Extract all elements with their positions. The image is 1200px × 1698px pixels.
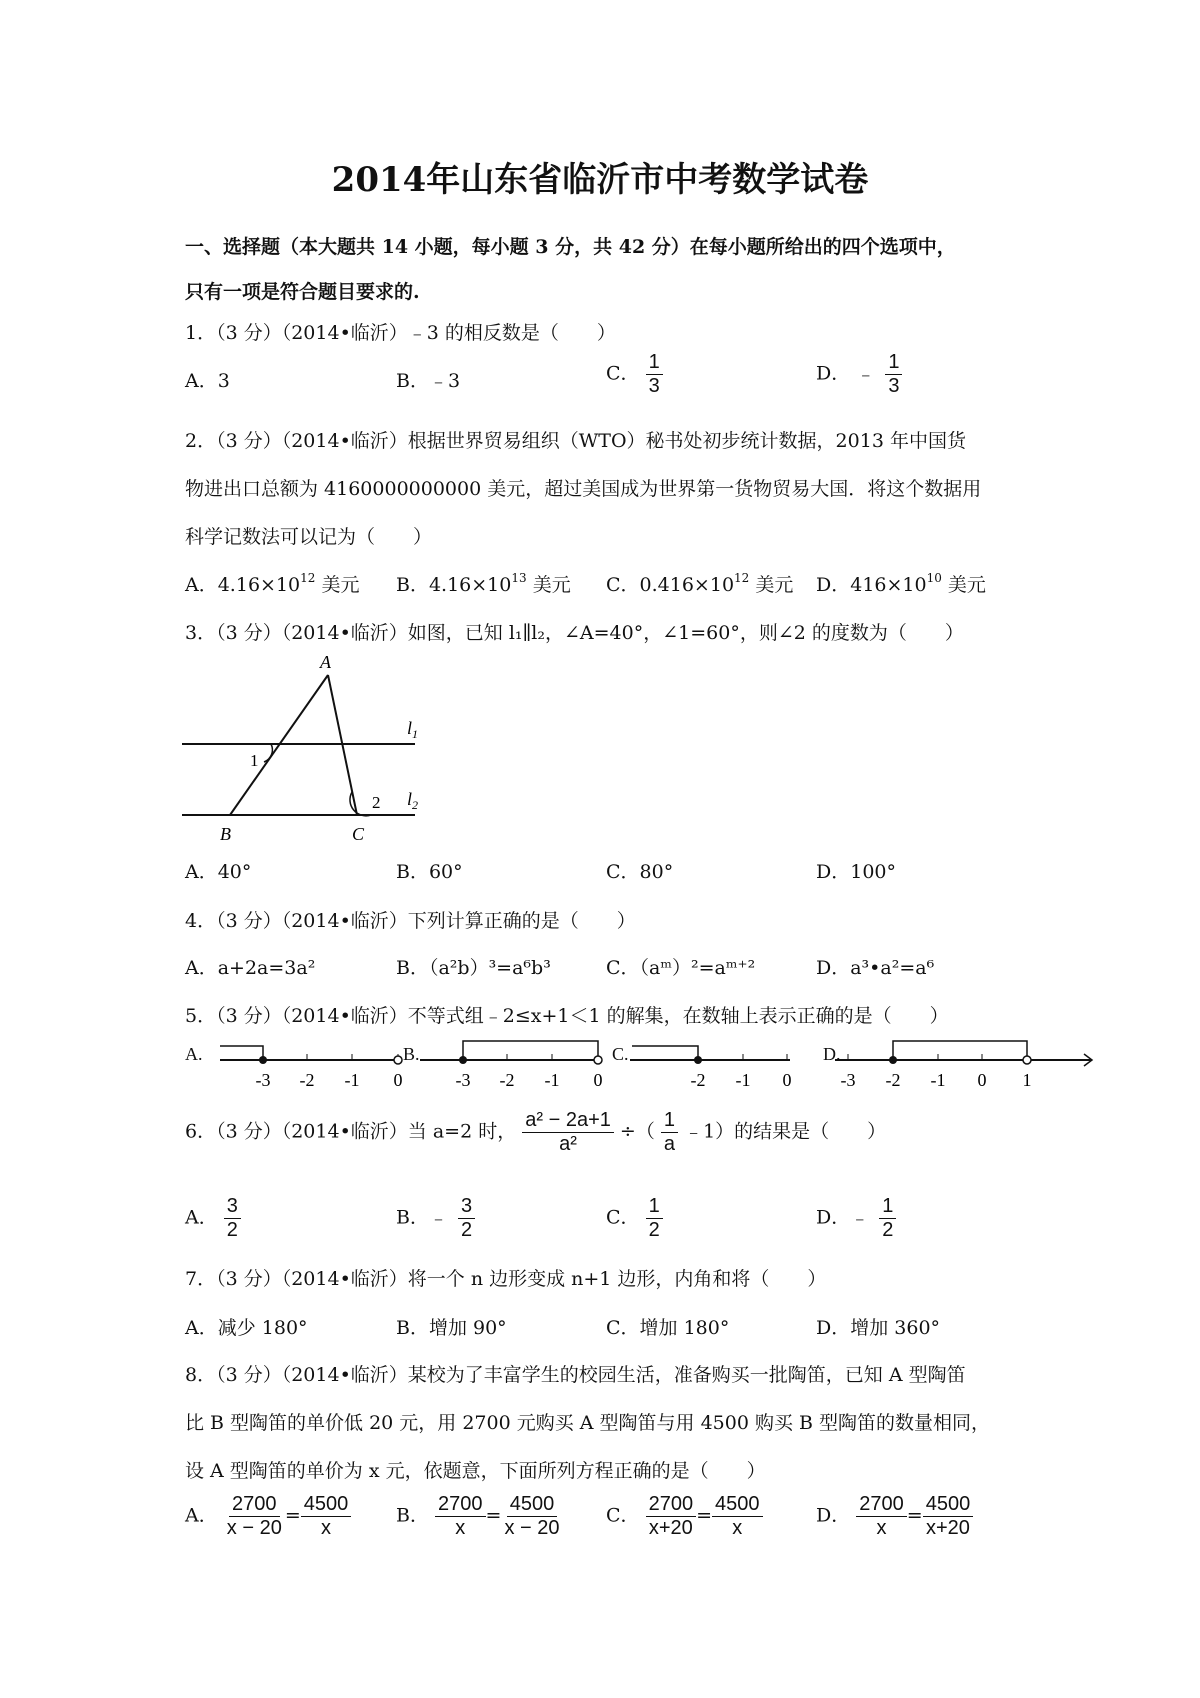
svg-text:-2: -2 (499, 1070, 515, 1090)
q2-option-d: D．$416\times 10^{10}$ 美元 (816, 571, 986, 596)
svg-text:-3: -3 (455, 1070, 471, 1090)
q6-option-a: A． $\frac{3}{2}$ (185, 1196, 241, 1241)
q8-stem-line2: 比 B 型陶笛的单价低 20 元，用 2700 元购买 A 型陶笛与用 4500 购买 B 型陶笛的数量相同， (185, 1412, 991, 1434)
svg-text:-1: -1 (544, 1070, 560, 1090)
vertex-c-label: C (352, 824, 365, 844)
q5-stem: 5．（3 分）（2014•临沂）不等式组﹣2≤x+1＜1 的解集，在数轴上表示正确的是（ ） (185, 1005, 949, 1027)
q1-option-c-label: C． (606, 362, 640, 385)
q5-axis-d (835, 1041, 1092, 1090)
q3-option-a: A．40° (185, 861, 252, 883)
q8-stem-line3: 设 A 型陶笛的单价为 x 元，依题意，下面所列方程正确的是（ ） (185, 1460, 766, 1482)
q7-option-a: A．减少 180° (185, 1317, 308, 1339)
q5-label-a: A. (185, 1044, 203, 1064)
section-header-line2: 只有一项是符合题目要求的. (185, 281, 420, 303)
l1-label: $l_1$ (407, 718, 419, 741)
q6-divide-text: ÷（ (619, 1120, 655, 1143)
q6-stem-tail: ﹣1）的结果是（ ） (684, 1120, 887, 1143)
q4-option-d: D．a³•a²=a⁶ (816, 957, 935, 979)
q5-axis-c (630, 1046, 792, 1090)
svg-text:-2: -2 (885, 1070, 901, 1090)
minus-sign: ﹣ (856, 362, 876, 385)
q3-triangle-figure (180, 650, 450, 850)
svg-text:-1: -1 (735, 1070, 751, 1090)
q6-option-c: C． $\frac{1}{2}$ (606, 1196, 663, 1241)
fraction-denominator: a² (559, 1133, 577, 1155)
q6-option-b: B．﹣ $\frac{3}{2}$ (396, 1196, 475, 1241)
l2-label: $l_2$ (407, 789, 419, 812)
svg-text:-1: -1 (344, 1070, 360, 1090)
fraction-denominator: a (663, 1133, 676, 1155)
q6-option-d: D．﹣ $\frac{1}{2}$ (816, 1196, 896, 1241)
svg-text:-1: -1 (930, 1070, 946, 1090)
angle-2-label: 2 (372, 793, 381, 812)
fraction-denominator: 3 (888, 375, 900, 397)
q4-option-b: B．（a²b）³=a⁶b³ (396, 957, 551, 979)
fraction-numerator: 1 (646, 352, 663, 375)
q5-axis-b (420, 1041, 603, 1090)
q7-option-d: D．增加 360° (816, 1317, 941, 1339)
q6-main-fraction (522, 1110, 614, 1155)
q1-option-c (606, 352, 663, 397)
svg-text:-3: -3 (255, 1070, 271, 1090)
q1-option-d-label: D． (816, 362, 851, 385)
q4-option-c: C．（aᵐ）²=aᵐ⁺² (606, 957, 756, 979)
q1-option-d-fraction (885, 352, 902, 397)
q2-stem-line2: 物进出口总额为 4160000000000 美元，超过美国成为世界第一货物贸易大国．将这个数据用 (185, 478, 982, 500)
q1-option-d (816, 352, 902, 397)
svg-text:-3: -3 (840, 1070, 856, 1090)
q1-stem: 1．（3 分）（2014•临沂）﹣3 的相反数是（ ） (185, 322, 616, 344)
q2-stem-line1: 2．（3 分）（2014•临沂）根据世界贸易组织（WTO）秘书处初步统计数据，2013 年中国货 (185, 430, 966, 452)
q5-axis-a (220, 1046, 403, 1090)
section-header-line1: 一、选择题（本大题共 14 小题，每小题 3 分，共 42 分）在每小题所给出的四个选项中， (185, 236, 956, 258)
q6-inner-fraction (661, 1110, 678, 1155)
q8-option-a: A． $\frac{2700}{x - 20}$ = $\frac{4500}{x}$ (185, 1494, 351, 1539)
q8-option-d: D． $\frac{2700}{x}$ = $\frac{4500}{x+20}$ (816, 1494, 973, 1539)
svg-text:0: 0 (393, 1070, 403, 1090)
q8-stem-line1: 8．（3 分）（2014•临沂）某校为了丰富学生的校园生活，准备购买一批陶笛，已知 A 型陶笛 (185, 1364, 966, 1386)
vertex-b-label: B (220, 824, 231, 844)
svg-text:0: 0 (593, 1070, 603, 1090)
svg-text:0: 0 (977, 1070, 987, 1090)
svg-text:-2: -2 (299, 1070, 315, 1090)
q6-option-c-fraction: $\frac{1}{2}$ (646, 1196, 663, 1241)
q2-option-c: C．$0.416\times 10^{12}$ 美元 (606, 571, 794, 596)
q7-option-b: B．增加 90° (396, 1317, 507, 1339)
vertex-a-label: A (320, 652, 331, 672)
fraction-denominator: 3 (648, 375, 660, 397)
q3-stem: 3．（3 分）（2014•临沂）如图，已知 l₁∥l₂，∠A=40°，∠1=60°，则∠2 的度数为（ ） (185, 622, 964, 644)
q6-option-d-fraction: $\frac{1}{2}$ (879, 1196, 896, 1241)
q2-option-b: B．$4.16\times 10^{13}$ 美元 (396, 571, 571, 596)
q3-option-c: C．80° (606, 861, 674, 883)
q6-stem (185, 1110, 886, 1155)
svg-text:1: 1 (1022, 1070, 1032, 1090)
angle-1-arc (264, 744, 272, 762)
q2-option-a: A．$4.16\times 10^{12}$ 美元 (185, 571, 360, 596)
svg-text:0: 0 (782, 1070, 792, 1090)
fraction-numerator: 1 (885, 352, 902, 375)
fraction-numerator: a² − 2a+1 (522, 1110, 614, 1133)
svg-text:-2: -2 (690, 1070, 706, 1090)
q6-option-a-fraction: $\frac{3}{2}$ (224, 1196, 241, 1241)
q6-stem-text: 6．（3 分）（2014•临沂）当 a=2 时， (185, 1120, 517, 1143)
q5-label-d: D. (823, 1044, 841, 1064)
q6-option-b-fraction: $\frac{3}{2}$ (458, 1196, 475, 1241)
q4-stem: 4．（3 分）（2014•临沂）下列计算正确的是（ ） (185, 910, 636, 932)
q1-option-a: A．3 (185, 370, 230, 392)
q5-number-lines (180, 1036, 1105, 1094)
q3-option-d: D．100° (816, 861, 896, 883)
page-title: 2014年山东省临沂市中考数学试卷 (331, 160, 869, 200)
q7-stem: 7．（3 分）（2014•临沂）将一个 n 边形变成 n+1 边形，内角和将（ ） (185, 1268, 827, 1290)
q3-option-b: B．60° (396, 861, 463, 883)
q2-stem-line3: 科学记数法可以记为（ ） (185, 526, 433, 548)
q7-option-c: C．增加 180° (606, 1317, 730, 1339)
q5-label-b: B. (403, 1044, 420, 1064)
q5-label-c: C. (612, 1044, 629, 1064)
q8-option-b: B． $\frac{2700}{x}$ = $\frac{4500}{x - 20}$ (396, 1493, 560, 1539)
fraction-numerator: 1 (661, 1110, 678, 1133)
q8-option-c: C． $\frac{2700}{x+20}$ = $\frac{4500}{x}$ (606, 1494, 763, 1539)
q4-option-a: A．a+2a=3a² (185, 957, 316, 979)
angle-1-label: 1 (250, 751, 259, 770)
q1-option-c-fraction (646, 352, 663, 397)
q1-option-b: B．﹣3 (396, 370, 461, 392)
